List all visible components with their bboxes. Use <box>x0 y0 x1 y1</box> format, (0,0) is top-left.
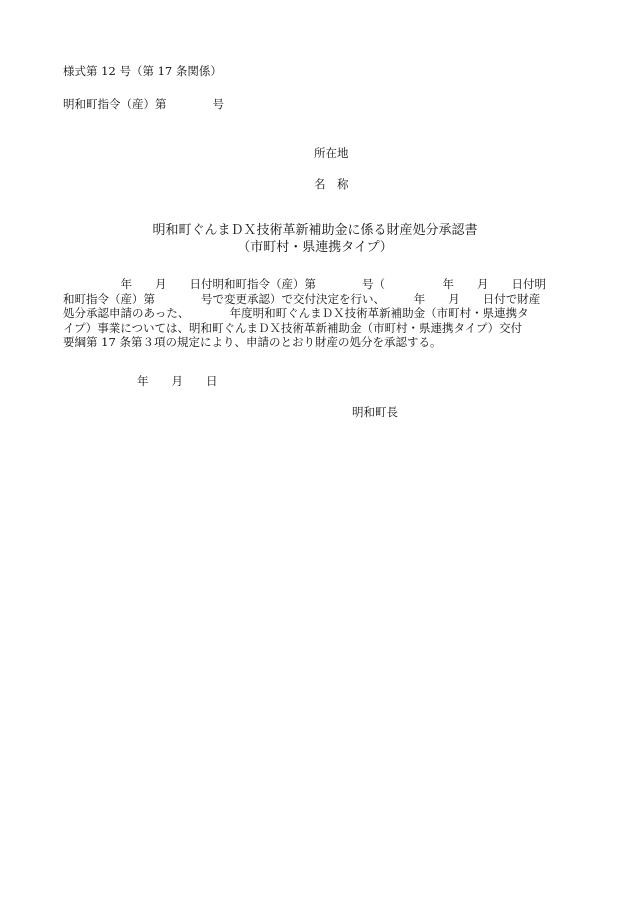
signatory: 明和町長 <box>352 405 398 419</box>
date-line: 年 月 日 <box>137 374 218 388</box>
body-line-5: 要綱第 17 条第３項の規定により、申請のとおり財産の処分を承認する。 <box>63 335 442 350</box>
body-paragraph <box>63 277 569 350</box>
address-label: 所在地 <box>314 146 349 160</box>
body-line-4: イプ）事業については、明和町ぐんまＤＸ技術革新補助金（市町村・県連携タイプ）交付 <box>63 320 523 335</box>
body-line-1: 年 月 日付明和町指令（産）第 号（ 年 月 日付明 <box>63 277 546 291</box>
document-title: 明和町ぐんまＤＸ技術革新補助金に係る財産処分承認書 <box>152 223 478 238</box>
document-number: 明和町指令（産）第 号 <box>63 97 224 111</box>
form-number: 様式第 12 号（第 17 条関係） <box>63 64 222 78</box>
body-line-2: 和町指令（産）第 号で変更承認）で交付決定を行い、 年 月 日付で財産 <box>63 291 541 306</box>
name-label: 名 称 <box>314 177 349 191</box>
body-line-3: 処分承認申請のあった、 年度明和町ぐんまＤＸ技術革新補助金（市町村・県連携タ <box>63 306 529 321</box>
document-subtitle: （市町村・県連携タイプ） <box>237 240 393 255</box>
